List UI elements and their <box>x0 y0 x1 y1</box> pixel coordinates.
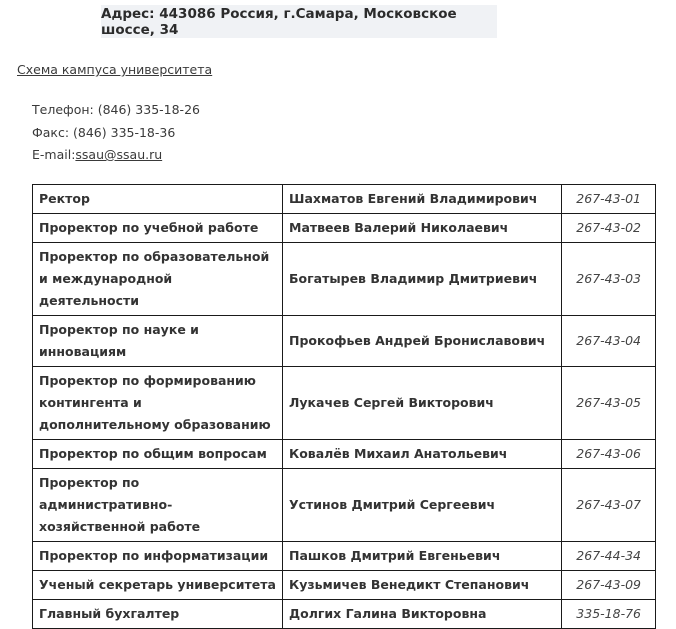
name-cell: Матвеев Валерий Николаевич <box>283 214 562 243</box>
position-cell: Проректор по общим вопросам <box>33 440 283 469</box>
name-cell: Богатырев Владимир Дмитриевич <box>283 243 562 316</box>
table-row <box>33 243 656 316</box>
name-cell: Лукачев Сергей Викторович <box>283 367 562 440</box>
phone-line: Телефон: (846) 335-18-26 <box>32 102 200 117</box>
table-row <box>33 440 656 469</box>
phone-cell: 267-43-02 <box>562 214 656 243</box>
table-row <box>33 571 656 600</box>
fax-line: Факс: (846) 335-18-36 <box>32 124 176 140</box>
position-cell: Ректор <box>33 185 283 214</box>
phone-cell: 267-43-01 <box>562 185 656 214</box>
campus-map-link[interactable]: Схема кампуса университета <box>17 62 213 77</box>
table-row <box>33 367 656 440</box>
position-cell: Главный бухгалтер <box>33 600 283 629</box>
table-row <box>33 542 656 571</box>
position-cell: Проректор по информатизации <box>33 542 283 571</box>
table-row <box>33 214 656 243</box>
name-cell: Устинов Дмитрий Сергеевич <box>283 469 562 542</box>
position-cell: Ученый секретарь университета <box>33 571 283 600</box>
phone-cell: 267-43-03 <box>562 243 656 316</box>
table-row <box>33 469 656 542</box>
contact-info <box>32 99 200 167</box>
email-link[interactable]: ssau@ssau.ru <box>75 147 163 162</box>
phone-cell: 335-18-76 <box>562 600 656 629</box>
position-cell: Проректор по административно-хозяйственной работе <box>33 469 283 542</box>
address-banner <box>101 5 497 38</box>
name-cell: Кузьмичев Венедикт Степанович <box>283 571 562 600</box>
name-cell: Долгих Галина Викторовна <box>283 600 562 629</box>
staff-table-body <box>33 185 656 629</box>
table-row <box>33 316 656 367</box>
staff-table <box>32 184 656 629</box>
position-cell: Проректор по образовательной и международной деятельности <box>33 243 283 316</box>
phone-cell: 267-43-05 <box>562 367 656 440</box>
position-cell: Проректор по учебной работе <box>33 214 283 243</box>
phone-cell: 267-43-04 <box>562 316 656 367</box>
phone-cell: 267-44-34 <box>562 542 656 571</box>
address-text: Адрес: 443086 Россия, г.Самара, Московское шоссе, 34 <box>101 5 457 38</box>
name-cell: Прокофьев Андрей Брониславович <box>283 316 562 367</box>
name-cell: Пашков Дмитрий Евгеньевич <box>283 542 562 571</box>
email-label: E-mail: <box>32 147 76 162</box>
position-cell: Проректор по формированию контингента и дополнительному образованию <box>33 367 283 440</box>
phone-cell: 267-43-09 <box>562 571 656 600</box>
phone-cell: 267-43-07 <box>562 469 656 542</box>
table-row <box>33 185 656 214</box>
name-cell: Ковалёв Михаил Анатольевич <box>283 440 562 469</box>
email-line <box>32 144 200 167</box>
position-cell: Проректор по науке и инновациям <box>33 316 283 367</box>
name-cell: Шахматов Евгений Владимирович <box>283 185 562 214</box>
table-row <box>33 600 656 629</box>
phone-cell: 267-43-06 <box>562 440 656 469</box>
